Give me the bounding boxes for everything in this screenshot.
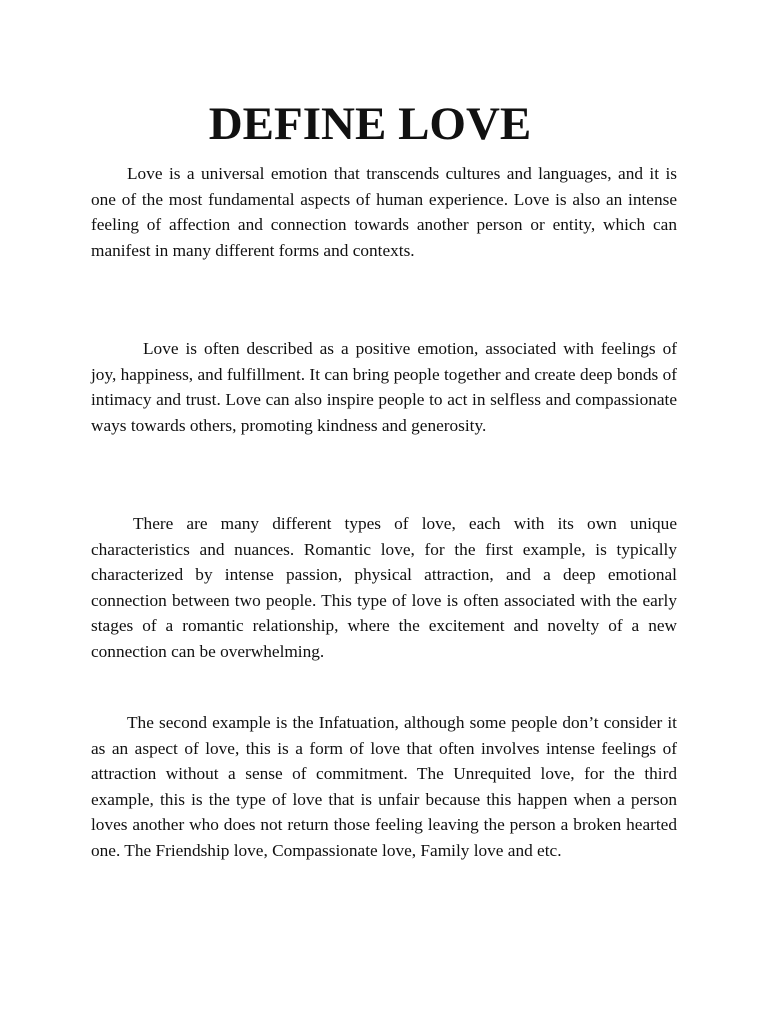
paragraph-types-of-love: There are many different types of love, each with its own unique characteristics and nuances. Romantic love, for the first example, is typically characterized by intense passion, physical attraction, and a deep emotional connection between two people. This type of love is often associated with the early stages of a romantic relationship, where the excitement and novelty of a new connection can be overwhelming. — [91, 514, 677, 661]
paragraph-other-examples: The second example is the Infatuation, although some people don’t consider it as an aspect of love, this is a form of love that often involves intense feelings of attraction without a sense of commitment. The Unrequited love, for the third example, this is the type of love that is unfair because this happen when a person loves another who does not return those feeling leaving the person a broken hearted one. The Friendship love, Compassionate love, Family love and etc. — [91, 713, 677, 860]
page-title: DEFINE LOVE — [208, 98, 532, 150]
paragraph-positive-emotion: Love is often described as a positive emotion, associated with feelings of joy, happiness, and fulfillment. It can bring people together and create deep bonds of intimacy and trust. Love can also inspire people to act in selfless and compassionate ways towards others, promoting kindness and generosity. — [91, 339, 677, 435]
paragraph-intro: Love is a universal emotion that transcends cultures and languages, and it is one of the most fundamental aspects of human experience. Love is also an intense feeling of affection and connection towards another person or entity, which can manifest in many different forms and contexts. — [91, 164, 677, 260]
